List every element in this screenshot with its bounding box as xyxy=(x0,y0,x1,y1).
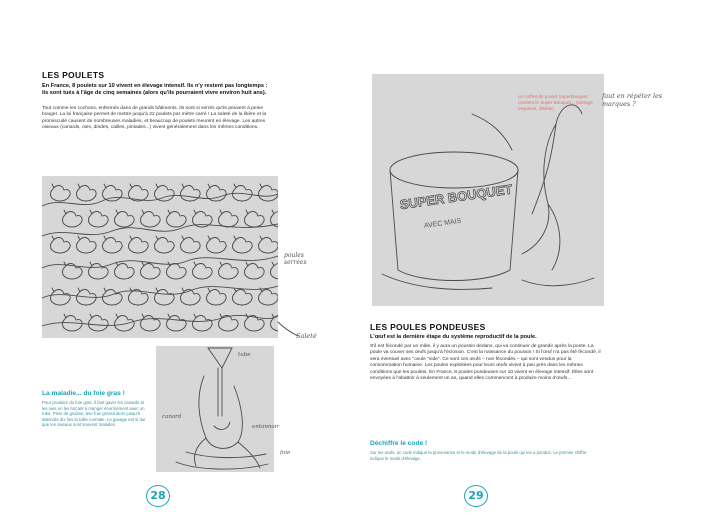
note-salete: Saleté xyxy=(296,332,317,340)
super-bouquet-sub: AVEC MAIS xyxy=(423,217,462,230)
illustration-red-caption: Le coffret de poulet Superbouquet contient le Super Bouquet... (lettrage esquissé, illisible) xyxy=(518,94,593,111)
note-poules-serrees: poules serrées xyxy=(284,252,307,266)
code-sidebar-title: Déchiffre le code ! xyxy=(370,440,428,447)
foie-gras-sidebar-body: Pour produire du foie gras, il faut gaver les canards et les oies en les forçant à manger énormément avec un tube. Plein de graisse, leur foie grossit alors jusqu'à atteindre dix fois la taille normale. Le gavage est si dur que les oiseaux sont souvent malades. xyxy=(42,400,146,428)
right-page-body: S'il est fécondé par un mâle, il y aura un poussin dedans, qui va continuer de grandir après la ponte. La poule va couver ses œufs jusqu'à l'éclosion. C'est la naissance du poussin ! Si l'œuf n'a pas été fécondé, il sera éventuel avec "ovule "vide". Ce sont ces œufs – non fécondés – qui sont vendus pour la consommation humaine. Les poules exploitées pour leurs œufs vivent à peu près dans les mêmes conditions que les poulets. En France, 8 poules pondeuses sur 10 vivent en élevage intensif. Elles sont envoyées à l'abattoir à seulement un an, quand elles commencent à produire moins d'œufs... xyxy=(370,344,601,382)
force-feeding-illustration xyxy=(156,346,274,472)
note-entonnoir: entonnoir xyxy=(252,424,280,430)
left-page-intro: En France, 8 poulets sur 10 vivent en élevage intensif. Ils n'y restent pas longtemps : ils sont tués à l'âge de cinq semaines (alors qu'ils pourraient vivre environ huit ans). xyxy=(42,83,268,97)
super-bouquet-brand: SUPER BOUQUET xyxy=(398,181,514,213)
salete-arrow xyxy=(276,320,300,340)
foie-gras-sidebar-title: La maladie... du foie gras ! xyxy=(42,390,125,397)
right-page-number: 29 xyxy=(468,489,484,502)
super-bouquet-illustration xyxy=(372,74,604,306)
left-page-title: LES POULETS xyxy=(42,70,105,80)
note-tube: tube xyxy=(238,352,251,358)
note-canard: canard xyxy=(162,414,182,420)
chickens-crowd-illustration xyxy=(42,176,278,338)
right-page-number-circle xyxy=(464,485,488,507)
right-page xyxy=(364,0,728,516)
left-page-number: 28 xyxy=(150,489,166,502)
code-sidebar-body: Sur les œufs, un code indique la provenance et le mode d'élevage de la poule qui les a pondus. Le premier chiffre indique le mode d'élevage. xyxy=(370,450,587,461)
right-page-intro: L'œuf est la dernière étape du système reproductif de la poule. xyxy=(370,334,537,340)
note-foie: foie xyxy=(280,450,291,456)
note-repeter-marques: faut en répéter les marques ? xyxy=(602,92,663,108)
right-page-title: LES POULES PONDEUSES xyxy=(370,322,486,332)
left-page-number-circle xyxy=(146,485,170,507)
left-page-body: Tout comme les cochons, enfermés dans de grands bâtiments. Ils sont si serrés qu'ils peuvent à peine bouger. La loi française permet de mettre jusqu'à 22 poulets par mètre carré ! La saleté de la litière et la promiscuité causent de nombreuses maladies, et beaucoup de poulets meurent en élevage. Les autres oiseaux (canards, oies, dindes, cailles, pintades...) vivent généralement dans les mêmes conditions. xyxy=(42,106,267,131)
